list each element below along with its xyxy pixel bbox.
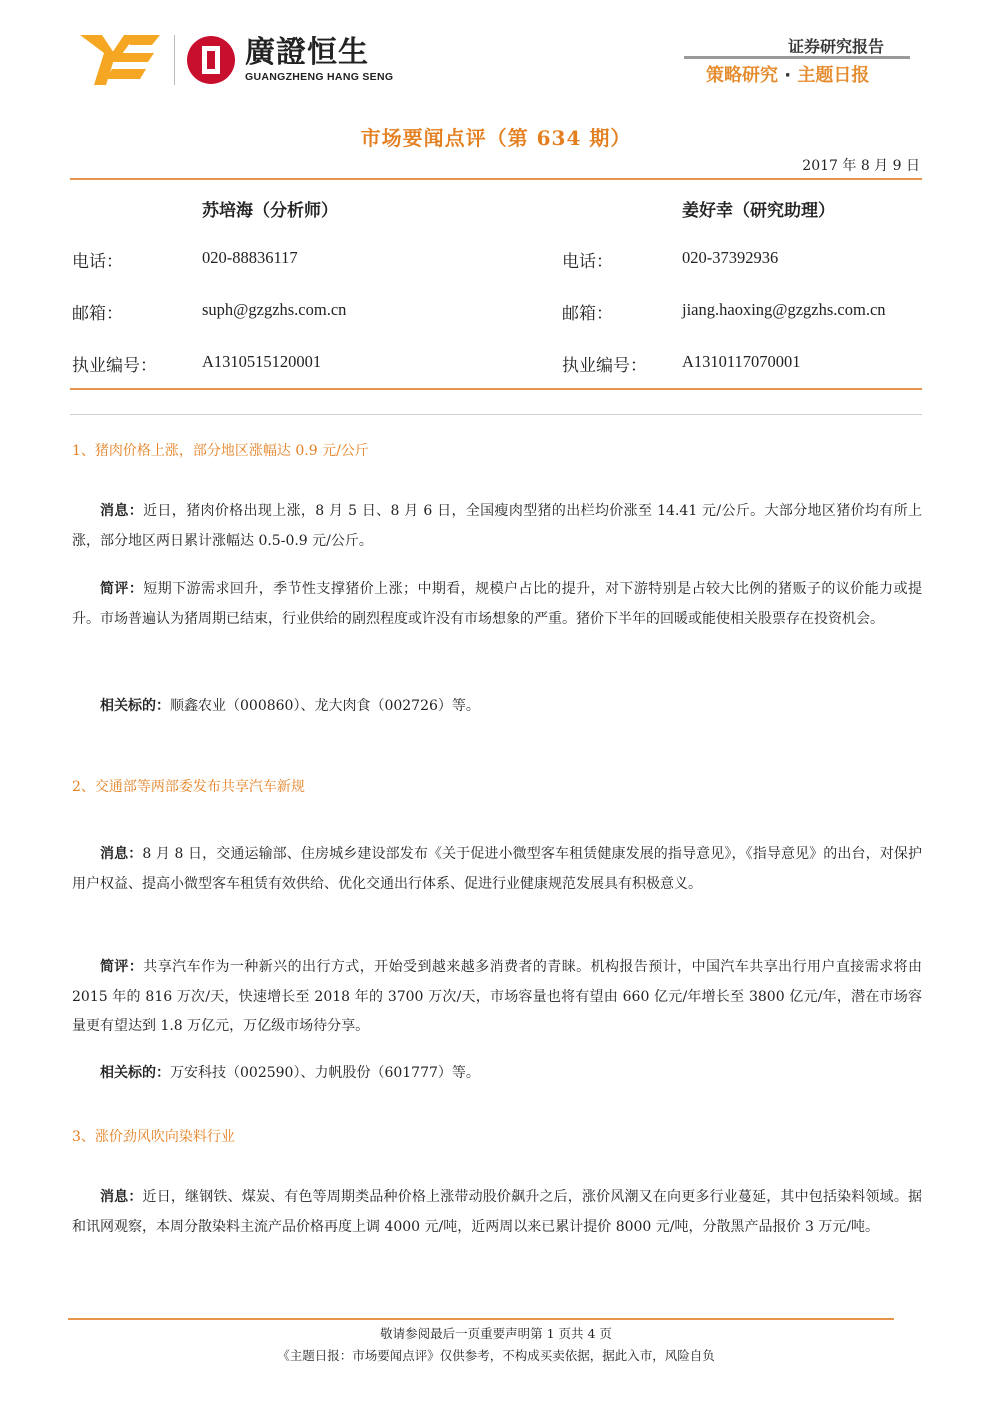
comment-text: 共享汽车作为一种新兴的出行方式，开始受到越来越多消费者的青睐。机构报告预计，中国汽车共享出行用户直接需求将由 2015 年的 816 万次/天，快速增长至 2018 年的 3700 万次/天，市场容量也将有望由 660 亿元/年增长至 3800 亿元/年，潜在市场容量更有望达到 1.8 万亿元，万亿级市场待分享。: [72, 959, 923, 1034]
ye-logo-icon: [80, 31, 160, 89]
divider-top: [70, 178, 922, 180]
assistant-name: 姜好幸（研究助理）: [682, 201, 835, 221]
section-2-comment: [72, 953, 922, 1042]
analyst-name: 苏培海（分析师）: [202, 201, 338, 221]
logo-divider: [174, 35, 175, 85]
report-type: 证券研究报告: [787, 37, 884, 56]
comment-text: 短期下游需求回升，季节性支撑猪价上涨；中期看，规模户占比的提升，对下游特别是占较大比例的猪贩子的议价能力或提升。市场普遍认为猪周期已结束，行业供给的剧烈程度或许没有市场想象的严重。猪价下半年的回暖或能使相关股票存在投资机会。: [72, 581, 923, 627]
divider-analysts: [70, 388, 922, 390]
footer-disclaimer: 《主题日报：市场要闻点评》仅供参考，不构成买卖依据，据此入市，风险自负: [277, 1348, 715, 1363]
comment-label: 简评：: [100, 959, 144, 975]
news-label: 消息：: [100, 1189, 143, 1205]
analyst-license: A1310515120001: [202, 352, 322, 371]
hang-seng-badge-icon: [187, 36, 235, 84]
news-text: 8 月 8 日，交通运输部、住房城乡建设部发布《关于促进小微型客车租赁健康发展的指导意见》，《指导意见》的出台，对保护用户权益、提高小微型客车租赁有效供给、优化交通出行体系、促进行业健康规范发展具有积极意义。: [72, 846, 923, 892]
comment-label: 简评：: [100, 581, 144, 597]
analyst-phone: 020-88836117: [202, 248, 298, 267]
category-separator: ·: [784, 65, 792, 86]
targets-text: 顺鑫农业（000860）、龙大肉食（002726）等。: [170, 698, 480, 714]
assistant-email: jiang.haoxing@gzgzhs.com.cn: [682, 300, 886, 319]
section-2-targets: [72, 1059, 922, 1089]
section-3-news: [72, 1183, 922, 1242]
targets-label: 相关标的：: [100, 698, 170, 714]
assistant-license: A1310117070001: [682, 352, 801, 371]
category-theme-daily: 主题日报: [797, 65, 870, 86]
assistant-phone: 020-37392936: [682, 248, 779, 267]
report-date: 2017 年 8 月 9 日: [802, 158, 920, 174]
report-category: [706, 61, 869, 87]
section-1-news: [72, 497, 922, 556]
footer-divider: [68, 1318, 894, 1320]
section-1-targets: [72, 692, 922, 722]
analyst-email: suph@gzgzhs.com.cn: [202, 300, 347, 319]
analyst-email-label: 邮箱：: [72, 304, 123, 324]
assistant-license-label: 执业编号：: [562, 356, 647, 376]
news-label: 消息：: [100, 503, 144, 519]
analyst-phone-label: 电话：: [72, 252, 123, 272]
analyst-license-label: 执业编号：: [72, 356, 157, 376]
assistant-phone-label: 电话：: [562, 252, 613, 272]
section-1-comment: [72, 575, 922, 634]
targets-text: 万安科技（002590）、力帆股份（601777）等。: [170, 1065, 480, 1081]
divider-thin: [70, 414, 922, 415]
section-3-heading: 3、涨价劲风吹向染料行业: [72, 1129, 235, 1145]
brand-name-en: GUANGZHENG HANG SENG: [245, 71, 394, 83]
company-logo: [80, 30, 393, 90]
report-type-rule: [684, 56, 910, 59]
targets-label: 相关标的：: [100, 1065, 170, 1081]
footer-page-info: 敬请参阅最后一页重要声明第 1 页共 4 页: [380, 1326, 612, 1341]
section-2-heading: 2、交通部等两部委发布共享汽车新规: [72, 779, 305, 795]
assistant-email-label: 邮箱：: [562, 304, 613, 324]
section-2-news: [72, 840, 922, 899]
page-title: 市场要闻点评（第 634 期）: [360, 126, 632, 150]
brand-name-cn: 廣證恒生: [245, 35, 369, 70]
news-label: 消息：: [100, 846, 143, 862]
news-text: 近日，继钢铁、煤炭、有色等周期类品种价格上涨带动股价飙升之后，涨价风潮又在向更多行业蔓延，其中包括染料领域。据和讯网观察，本周分散染料主流产品价格再度上调 4000 元/吨，近两周以来已累计提价 8000 元/吨，分散黑产品报价 3 万元/吨。: [72, 1189, 923, 1235]
section-1-heading: 1、猪肉价格上涨，部分地区涨幅达 0.9 元/公斤: [72, 443, 369, 459]
category-strategy: 策略研究: [706, 65, 778, 86]
news-text: 近日，猪肉价格出现上涨，8 月 5 日、8 月 6 日，全国瘦肉型猪的出栏均价涨至 14.41 元/公斤。大部分地区猪价均有所上涨，部分地区两日累计涨幅达 0.5-0.9 元/公斤。: [72, 503, 923, 549]
